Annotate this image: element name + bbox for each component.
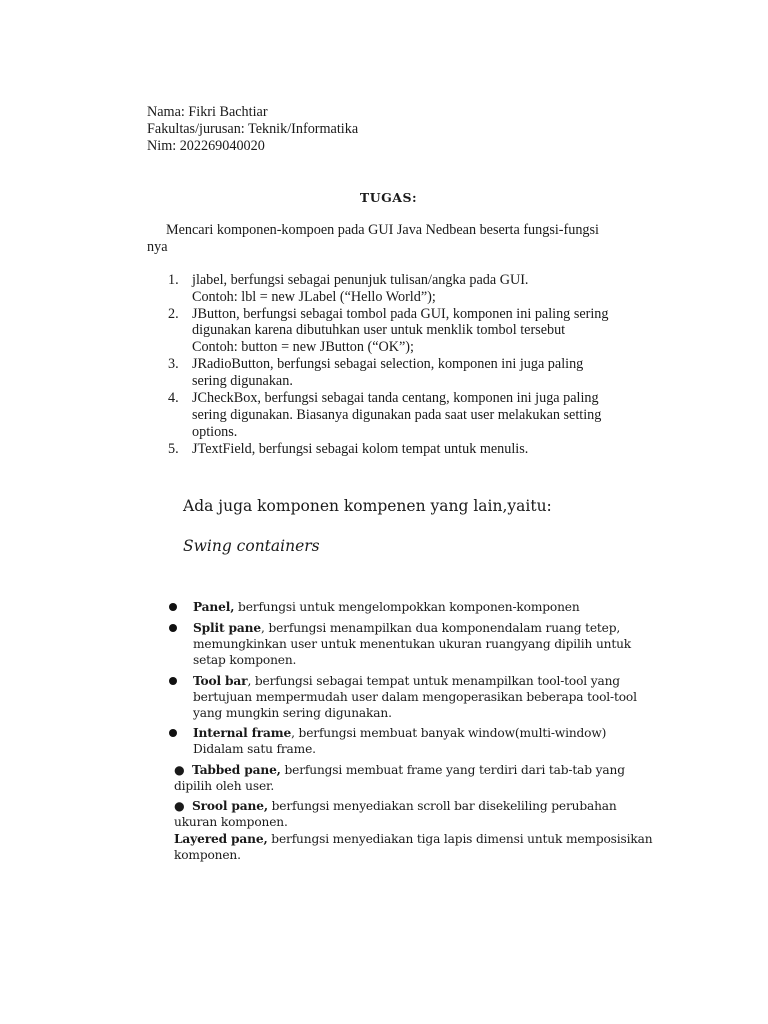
list-item-text: JCheckBox, berfungsi sebagai tanda centang, komponen ini juga paling (192, 390, 599, 406)
list-item-text: bertujuan mempermudah user dalam mengoperasikan beberapa tool-tool (193, 690, 637, 704)
list-number: 2. (168, 306, 179, 322)
list-item-text: dipilih oleh user. (174, 779, 275, 793)
list-item-scroll-pane: ● Srool pane, berfungsi menyediakan scroll bar disekeliling perubahan (174, 799, 617, 813)
list-number: 5. (168, 441, 179, 457)
bullet-icon (169, 603, 177, 611)
list-item-text: memungkinkan user untuk menentukan ukuran ruangyang dipilih untuk (193, 637, 632, 651)
list-item-text: ukuran komponen. (174, 815, 288, 829)
bullet-icon (169, 729, 177, 737)
page-title: TUGAS: (359, 190, 418, 205)
list-item-text: sering digunakan. (192, 373, 293, 389)
list-item-tabbed-pane: ● Tabbed pane, berfungsi membuat frame yang terdiri dari tab-tab yang (174, 763, 625, 777)
list-item-layered-pane: Layered pane, berfungsi menyediakan tiga lapis dimensi untuk memposisikan (174, 832, 653, 846)
list-item-text: Contoh: button = new JButton (“OK”); (192, 339, 414, 355)
list-item-internal-frame: Internal frame, berfungsi membuat banyak window(multi-window) (193, 726, 607, 740)
list-number: 3. (168, 356, 179, 372)
student-name: Nama: Fikri Bachtiar (147, 104, 268, 120)
student-faculty: Fakultas/jurusan: Teknik/Informatika (147, 121, 359, 137)
list-item-text: jlabel, berfungsi sebagai penunjuk tulisan/angka pada GUI. (192, 272, 529, 288)
list-item-text: digunakan karena dibutuhkan user untuk menklik tombol tersebut (192, 322, 566, 338)
list-item-text: JRadioButton, berfungsi sebagai selection, komponen ini juga paling (192, 356, 584, 372)
list-number: 1. (168, 272, 179, 288)
list-item-text: komponen. (174, 848, 241, 862)
list-item-text: options. (192, 424, 238, 440)
student-nim: Nim: 202269040020 (147, 138, 265, 154)
section-subheading: Swing containers (183, 537, 320, 555)
list-number: 4. (168, 390, 179, 406)
bullet-icon (169, 624, 177, 632)
list-item-text: yang mungkin sering digunakan. (193, 706, 392, 720)
list-item-text: JTextField, berfungsi sebagai kolom tempat untuk menulis. (192, 441, 529, 457)
list-item-panel: Panel, berfungsi untuk mengelompokkan komponen-komponen (193, 600, 580, 614)
list-item-text: Contoh: lbl = new JLabel (“Hello World”); (192, 289, 436, 305)
intro-line-1: Mencari komponen-kompoen pada GUI Java Nedbean beserta fungsi-fungsi (166, 222, 599, 238)
section-heading: Ada juga komponen kompenen yang lain,yaitu: (183, 497, 552, 515)
list-item-text: Didalam satu frame. (193, 742, 316, 756)
list-item-tool-bar: Tool bar, berfungsi sebagai tempat untuk menampilkan tool-tool yang (193, 674, 620, 688)
bullet-icon: ● (174, 763, 185, 777)
bullet-icon (169, 677, 177, 685)
intro-line-2: nya (147, 239, 168, 255)
list-item-text: setap komponen. (193, 653, 297, 667)
bullet-icon: ● (174, 799, 185, 813)
list-item-text: sering digunakan. Biasanya digunakan pada saat user melakukan setting (192, 407, 602, 423)
list-item-split-pane: Split pane, berfungsi menampilkan dua komponendalam ruang tetep, (193, 621, 621, 635)
list-item-text: JButton, berfungsi sebagai tombol pada GUI, komponen ini paling sering (192, 306, 609, 322)
